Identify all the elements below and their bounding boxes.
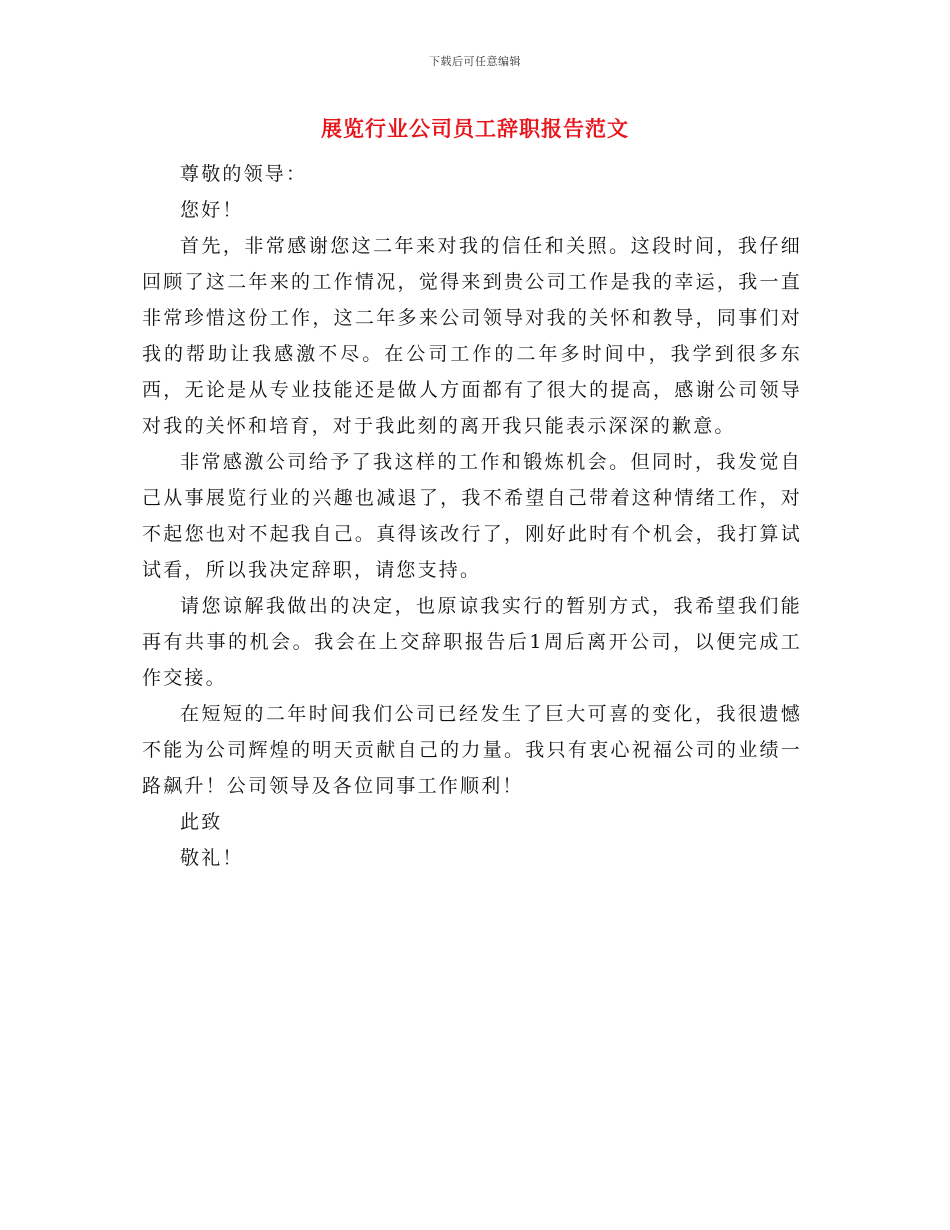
document-title: 展览行业公司员工辞职报告范文 (321, 116, 629, 141)
salutation: 尊敬的领导： (180, 163, 308, 185)
greeting: 您好！ (180, 199, 244, 221)
document-body (142, 156, 802, 876)
paragraph-2: 非常感激公司给予了我这样的工作和锻炼机会。但同时，我发觉自己从事展览行业的兴趣也减退了，我不希望自己带着这种情绪工作，对不起您也对不起我自己。真得该改行了，刚好此时有个机会，我打算试试看，所以我决定辞职，请您支持。 (142, 451, 802, 581)
closing-line-1: 此致 (180, 811, 223, 833)
closing-line-2: 敬礼！ (180, 847, 244, 869)
paragraph-1: 首先，非常感谢您这二年来对我的信任和关照。这段时间，我仔细回顾了这二年来的工作情况，觉得来到贵公司工作是我的幸运，我一直非常珍惜这份工作，这二年多来公司领导对我的关怀和教导，同事们对我的帮助让我感激不尽。在公司工作的二年多时间中，我学到很多东西，无论是从专业技能还是做人方面都有了很大的提高，感谢公司领导对我的关怀和培育，对于我此刻的离开我只能表示深深的歉意。 (142, 235, 802, 437)
header-note: 下载后可任意编辑 (429, 55, 521, 68)
paragraph-4: 在短短的二年时间我们公司已经发生了巨大可喜的变化，我很遗憾不能为公司辉煌的明天贡献自己的力量。我只有衷心祝福公司的业绩一路飙升！公司领导及各位同事工作顺利！ (142, 703, 802, 797)
paragraph-3: 请您谅解我做出的决定，也原谅我实行的暂别方式，我希望我们能再有共事的机会。我会在上交辞职报告后1周后离开公司，以便完成工作交接。 (142, 595, 802, 689)
